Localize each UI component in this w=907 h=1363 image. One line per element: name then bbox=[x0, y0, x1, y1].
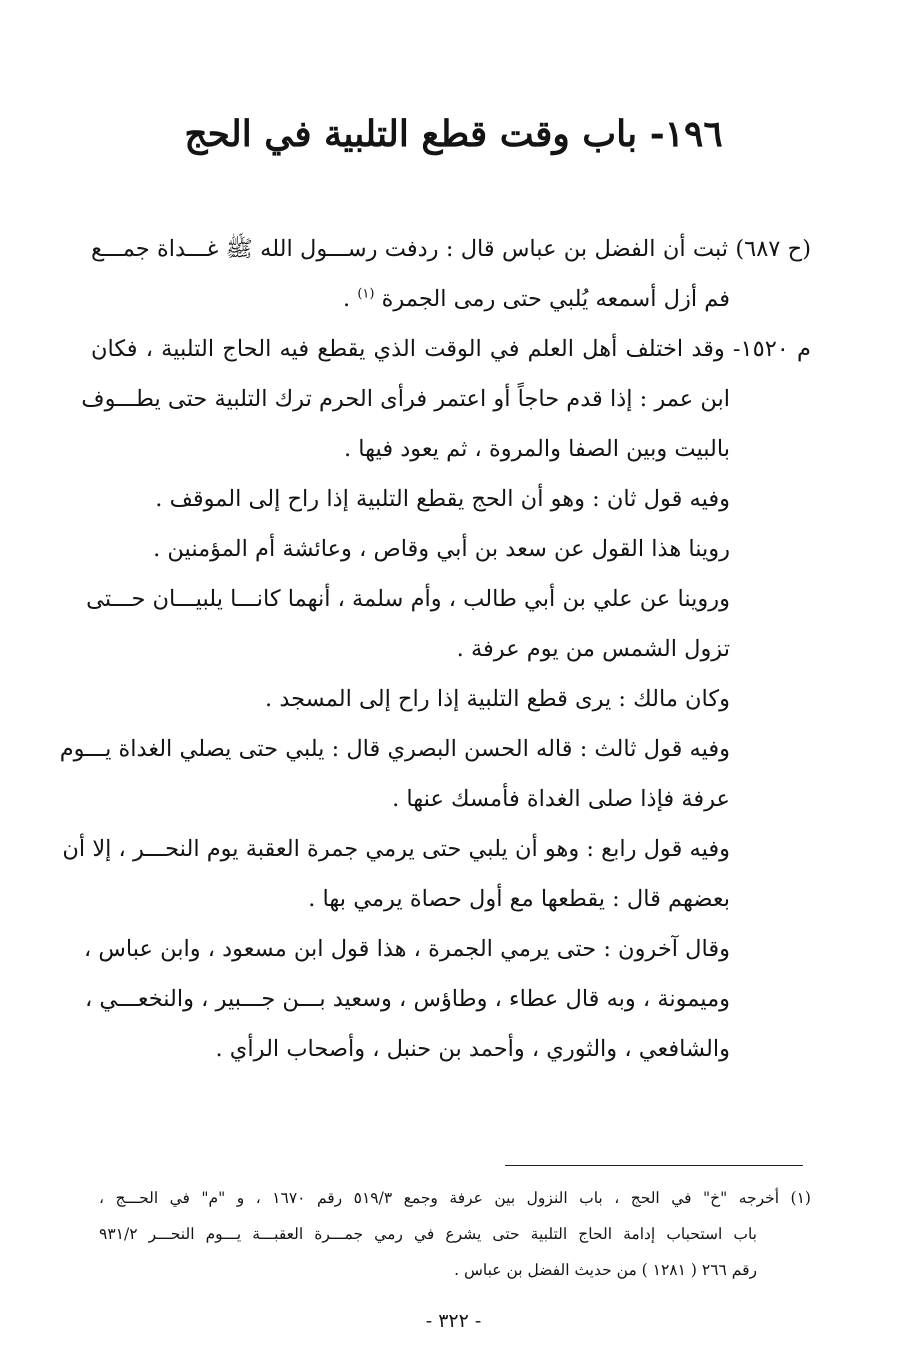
footnote-line-1: (١) أخرجه "خ" في الحج ، باب النزول بين عرفة وجمع ٥١٩/٣ رقم ١٦٧٠ ، و "م" في الحـــج ، bbox=[99, 1189, 811, 1207]
paragraph-line: وقال آخرون : حتى يرمي الجمرة ، هذا قول ابن مسعود ، وابن عباس ، bbox=[83, 936, 730, 962]
paragraph-line: وفيه قول ثان : وهو أن الحج يقطع التلبية إذا راح إلى الموقف . bbox=[155, 486, 730, 512]
footnote-divider bbox=[505, 1165, 803, 1166]
paragraph-line: ابن عمر : إذا قدم حاجاً أو اعتمر فرأى الحرم ترك التلبية حتى يطـــوف bbox=[81, 386, 730, 412]
hadith-line-2-end: . bbox=[343, 286, 358, 312]
paragraph-line: وفيه قول ثالث : قاله الحسن البصري قال : يلبي حتى يصلي الغداة يـــوم bbox=[59, 736, 730, 762]
chapter-title: ١٩٦- باب وقت قطع التلبية في الحج bbox=[184, 113, 723, 155]
hadith-line-1: (ح ٦٨٧) ثبت أن الفضل بن عباس قال : ردفت رســـول الله ﷺ غـــداة جمـــع bbox=[91, 236, 811, 262]
footnote-marker[interactable]: (١) bbox=[357, 286, 375, 302]
paragraph-line: وميمونة ، وبه قال عطاء ، وطاؤس ، وسعيد بـــن جـــبير ، والنخعـــي ، bbox=[84, 986, 730, 1012]
paragraph-line: بالبيت وبين الصفا والمروة ، ثم يعود فيها . bbox=[344, 436, 730, 462]
hadith-line-2-text: فم أزل أسمعه يُلبي حتى رمى الجمرة bbox=[381, 286, 730, 312]
paragraph-line: والشافعي ، والثوري ، وأحمد بن حنبل ، وأصحاب الرأي . bbox=[215, 1036, 730, 1062]
paragraph-line: عرفة فإذا صلى الغداة فأمسك عنها . bbox=[392, 786, 730, 812]
paragraph-line: وكان مالك : يرى قطع التلبية إذا راح إلى المسجد . bbox=[265, 686, 730, 712]
footnote-line-2: باب استحباب إدامة الحاج التلبية حتى يشرع في رمي جمـــرة العقبـــة يـــوم النحـــر ٩٣١/٢ bbox=[99, 1225, 757, 1243]
paragraph-line: وفيه قول رابع : وهو أن يلبي حتى يرمي جمرة العقبة يوم النحـــر ، إلا أن bbox=[62, 836, 730, 862]
paragraph-line: روينا هذا القول عن سعد بن أبي وقاص ، وعائشة أم المؤمنين . bbox=[153, 536, 730, 562]
paragraph-line: م ١٥٢٠- وقد اختلف أهل العلم في الوقت الذي يقطع فيه الحاج التلبية ، فكان bbox=[91, 336, 811, 362]
page-number: - ٣٢٢ - bbox=[425, 1310, 482, 1332]
paragraph-line: وروينا عن علي بن أبي طالب ، وأم سلمة ، أنهما كانـــا يلبيـــان حـــتى bbox=[86, 586, 730, 612]
footnote-line-3: رقم ٢٦٦ ( ١٢٨١ ) من حديث الفضل بن عباس . bbox=[454, 1261, 757, 1279]
paragraph-line: تزول الشمس من يوم عرفة . bbox=[456, 636, 730, 662]
paragraph-line: بعضهم قال : يقطعها مع أول حصاة يرمي بها . bbox=[308, 886, 730, 912]
hadith-line-2 bbox=[90, 274, 730, 324]
